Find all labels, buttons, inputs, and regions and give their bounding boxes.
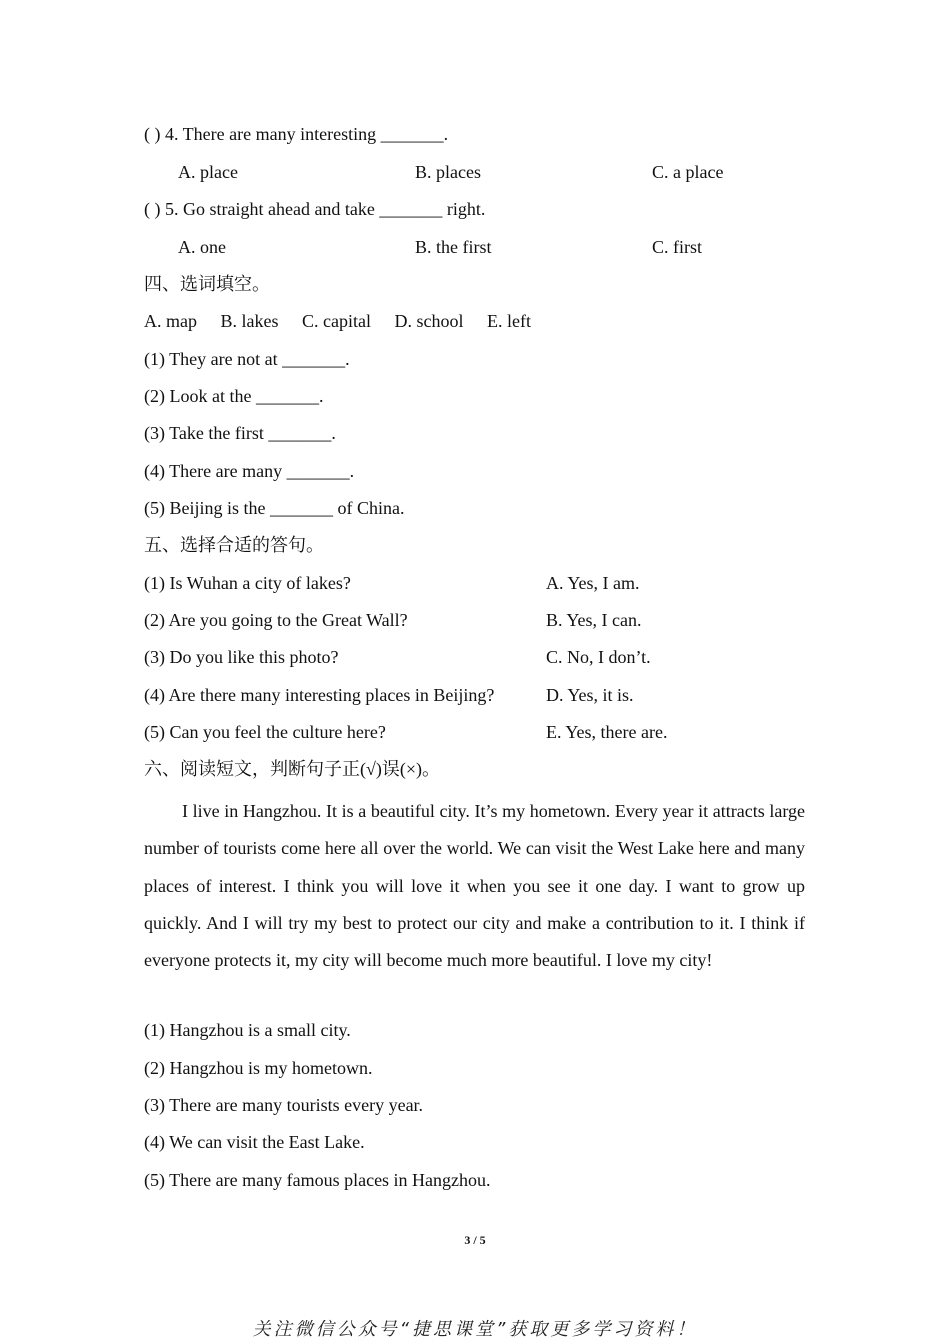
match-answer: C. No, I don’t. bbox=[546, 647, 651, 667]
true-false-statement: (3) There are many tourists every year. bbox=[144, 1095, 424, 1115]
section-6-title: 六、阅读短文，判断句子正(√)误(×)。 bbox=[144, 759, 441, 779]
match-question: (5) Can you feel the culture here? bbox=[144, 722, 386, 742]
question-5-option-b: B. the first bbox=[415, 237, 492, 257]
word-bank bbox=[144, 309, 550, 333]
watermark-text: 关注微信公众号“捷思课堂”获取更多学习资料！ bbox=[252, 1319, 698, 1340]
question-5-option-c: C. first bbox=[652, 237, 703, 257]
match-answer: A. Yes, I am. bbox=[546, 573, 640, 593]
match-answer: B. Yes, I can. bbox=[546, 610, 642, 630]
question-4-stem: ( ) 4. There are many interesting _______. bbox=[144, 124, 449, 144]
match-answer: E. Yes, there are. bbox=[546, 722, 668, 742]
fill-blank-item: (4) There are many _______. bbox=[144, 461, 355, 481]
true-false-statement: (2) Hangzhou is my hometown. bbox=[144, 1058, 373, 1078]
word-bank-item: E. left bbox=[486, 311, 531, 331]
question-4-option-c: C. a place bbox=[652, 162, 724, 182]
word-bank-item: B. lakes bbox=[220, 311, 279, 331]
word-bank-item: D. school bbox=[394, 311, 464, 331]
question-4-option-a: A. place bbox=[178, 162, 238, 182]
question-5-stem: ( ) 5. Go straight ahead and take _______ right. bbox=[144, 199, 486, 219]
question-5-option-a: A. one bbox=[178, 237, 226, 257]
reading-passage bbox=[144, 793, 805, 979]
match-question: (3) Do you like this photo? bbox=[144, 647, 339, 667]
section-4-title: 四、选词填空。 bbox=[144, 274, 270, 294]
page-number: 3 / 5 bbox=[464, 1233, 486, 1247]
fill-blank-item: (1) They are not at _______. bbox=[144, 349, 350, 369]
word-bank-item: C. capital bbox=[302, 311, 371, 331]
fill-blank-item: (2) Look at the _______. bbox=[144, 386, 324, 406]
reading-passage-text: I live in Hangzhou. It is a beautiful city. It’s my hometown. Every year it attracts large number of tourists come here all over the world. We can visit the West Lake here and many places of interest. I think you will love it when you see it one day. I want to grow up quickly. And I will try my best to protect our city and make a contribution to it. I think if everyone protects it, my city will become much more beautiful. I love my city! bbox=[144, 801, 805, 971]
section-5-title: 五、选择合适的答句。 bbox=[144, 535, 324, 555]
match-answer: D. Yes, it is. bbox=[546, 685, 634, 705]
match-question: (4) Are there many interesting places in Beijing? bbox=[144, 685, 495, 705]
true-false-statement: (1) Hangzhou is a small city. bbox=[144, 1020, 351, 1040]
match-question: (2) Are you going to the Great Wall? bbox=[144, 610, 408, 630]
fill-blank-item: (3) Take the first _______. bbox=[144, 423, 336, 443]
match-question: (1) Is Wuhan a city of lakes? bbox=[144, 573, 351, 593]
true-false-statement: (5) There are many famous places in Hangzhou. bbox=[144, 1170, 491, 1190]
true-false-statement: (4) We can visit the East Lake. bbox=[144, 1132, 365, 1152]
question-4-option-b: B. places bbox=[415, 162, 481, 182]
word-bank-item: A. map bbox=[144, 311, 197, 331]
fill-blank-item: (5) Beijing is the _______ of China. bbox=[144, 498, 405, 518]
